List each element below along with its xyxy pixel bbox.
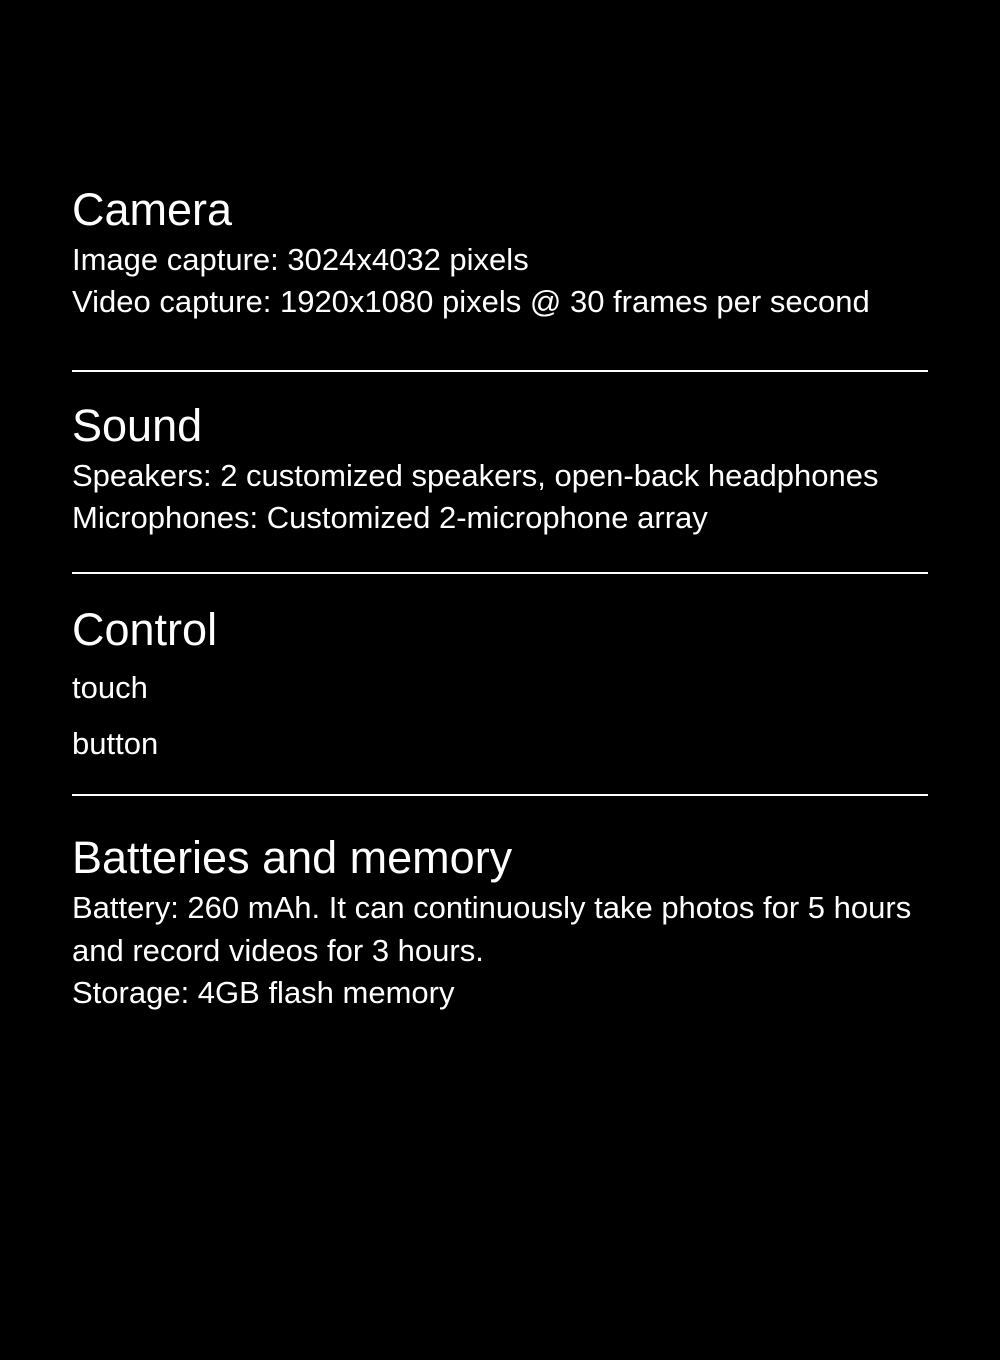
spec-line: Video capture: 1920x1080 pixels @ 30 frames per second (72, 284, 870, 320)
spec-line: Battery: 260 mAh. It can continuously take photos for 5 hours and record videos for 3 hours. (72, 890, 912, 968)
spec-line: Speakers: 2 customized speakers, open-back headphones (72, 457, 879, 493)
section-body-sound (72, 455, 928, 540)
section-title-batteries-and-memory: Batteries and memory (72, 831, 513, 883)
spec-line: Microphones: Customized 2-microphone array (72, 500, 708, 536)
spec-line: Storage: 4GB flash memory (72, 975, 455, 1011)
spec-line: Image capture: 3024x4032 pixels (72, 242, 529, 278)
spec-line: button (72, 726, 159, 762)
spec-section-control (72, 574, 928, 766)
spec-section-sound (72, 372, 928, 540)
section-body-camera (72, 239, 928, 323)
spec-section-batteries-and-memory (72, 796, 928, 1015)
section-title-camera: Camera (72, 184, 233, 235)
spec-section-camera (72, 186, 928, 324)
section-body-batteries-and-memory (72, 887, 928, 1014)
section-title-control: Control (72, 603, 218, 655)
section-body-control (72, 659, 928, 766)
section-title-sound: Sound (72, 399, 203, 451)
spec-line: touch (72, 670, 148, 705)
